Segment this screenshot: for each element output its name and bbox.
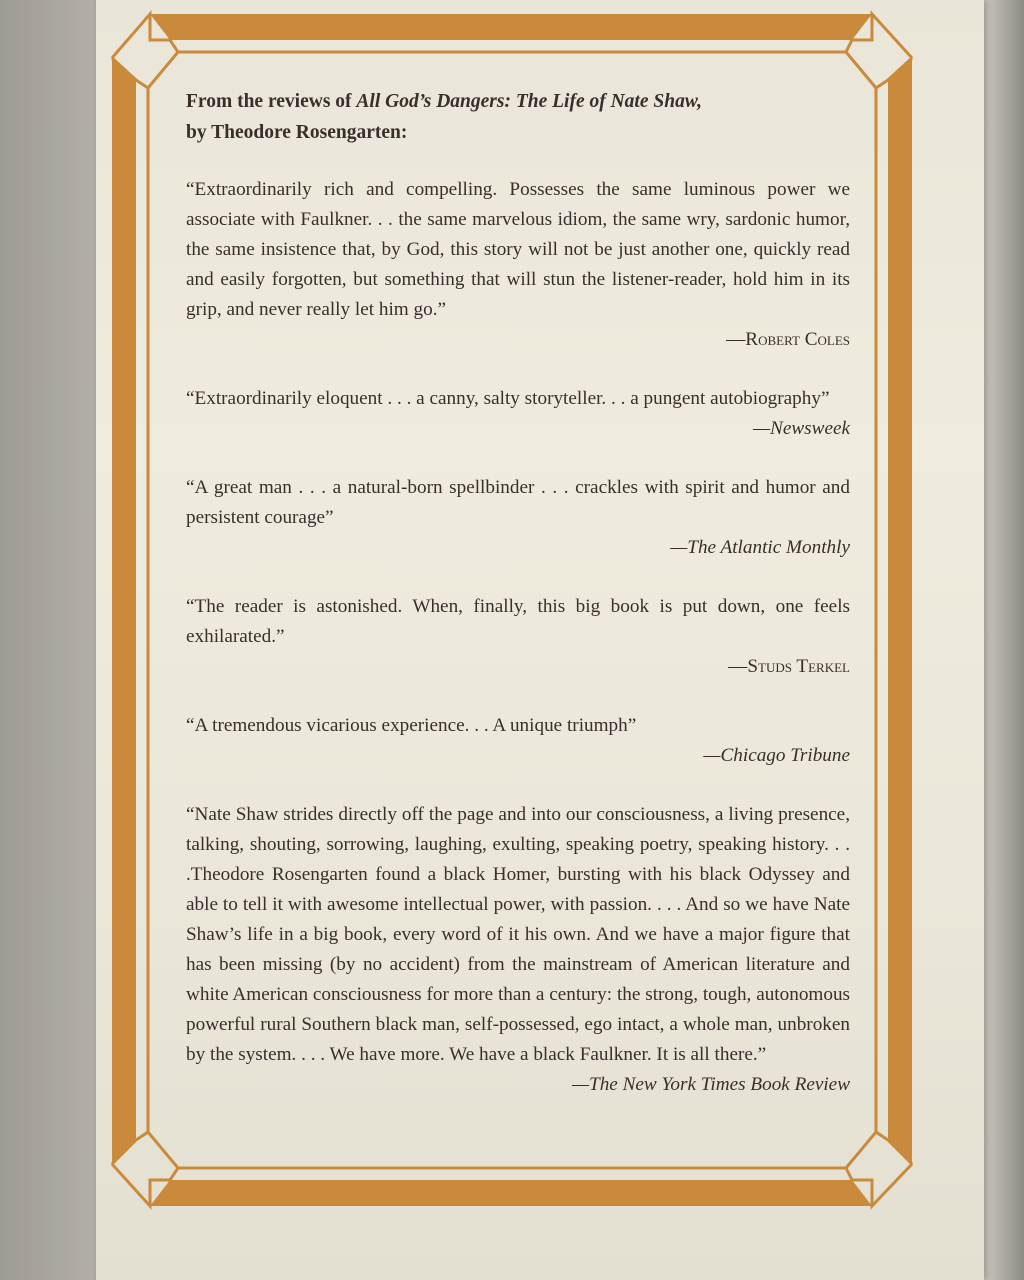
review-block-3: [186, 473, 850, 563]
review-block-6: [186, 800, 850, 1100]
review-quote: “Extraordinarily eloquent . . . a canny, salty storyteller. . . a pungent autobiography”: [186, 388, 830, 409]
review-block-5: [186, 711, 850, 771]
review-quote: “Extraordinarily rich and compelling. Possesses the same luminous power we associate with Faulkner. . . the same marvelous idiom, the same wry, sardonic humor, the same insistence that, by God, this story will not be just another one, quickly read and easily forgotten, but something that will stun the listener-reader, hold him in its grip, and never really let him go.”: [186, 179, 850, 320]
review-attribution: —Studs Terkel: [728, 656, 850, 677]
border-right-band: [888, 58, 912, 1164]
review-block-1: [186, 175, 850, 355]
book-title: All God’s Dangers: The Life of Nate Shaw,: [356, 91, 702, 112]
review-quote: “A great man . . . a natural-born spellbinder . . . crackles with spirit and humor and persistent courage”: [186, 477, 850, 528]
review-attribution: —The New York Times Book Review: [571, 1074, 850, 1095]
border-left-band: [112, 58, 136, 1164]
review-block-4: [186, 592, 850, 682]
review-quote: “A tremendous vicarious experience. . . A unique triumph”: [186, 715, 637, 736]
review-quote: “The reader is astonished. When, finally, this big book is put down, one feels exhilarated.”: [186, 596, 850, 647]
review-attribution: —Newsweek: [753, 418, 850, 439]
reviews-heading: [186, 86, 850, 148]
review-attribution: —Robert Coles: [726, 329, 850, 350]
review-content: [186, 86, 850, 1100]
review-quote: “Nate Shaw strides directly off the page and into our consciousness, a living presence, talking, shouting, sorrowing, laughing, exulting, speaking poetry, speaking history. . . .Theodore Rosengarten found a black Homer, bursting with his black Odyssey and able to tell it with awesome intellectual power, with passion. . . . And so we have Nate Shaw’s life in a big book, every word of it his own. And we have a major figure that has been missing (by no accident) from the mainstream of American literature and white American consciousness for more than a century: the strong, tough, autonomous powerful rural Southern black man, self-possessed, ego intact, a whole man, unbroken by the system. . . . We have more. We have a black Faulkner. It is all there.”: [186, 804, 850, 1065]
border-top-band: [150, 14, 872, 40]
review-attribution: —The Atlantic Monthly: [670, 537, 850, 558]
border-bottom-band: [150, 1180, 872, 1206]
heading-author-line: by Theodore Rosengarten:: [186, 122, 408, 143]
review-attribution: —Chicago Tribune: [703, 745, 850, 766]
heading-prefix: From the reviews of: [186, 91, 357, 112]
review-block-2: [186, 384, 850, 444]
